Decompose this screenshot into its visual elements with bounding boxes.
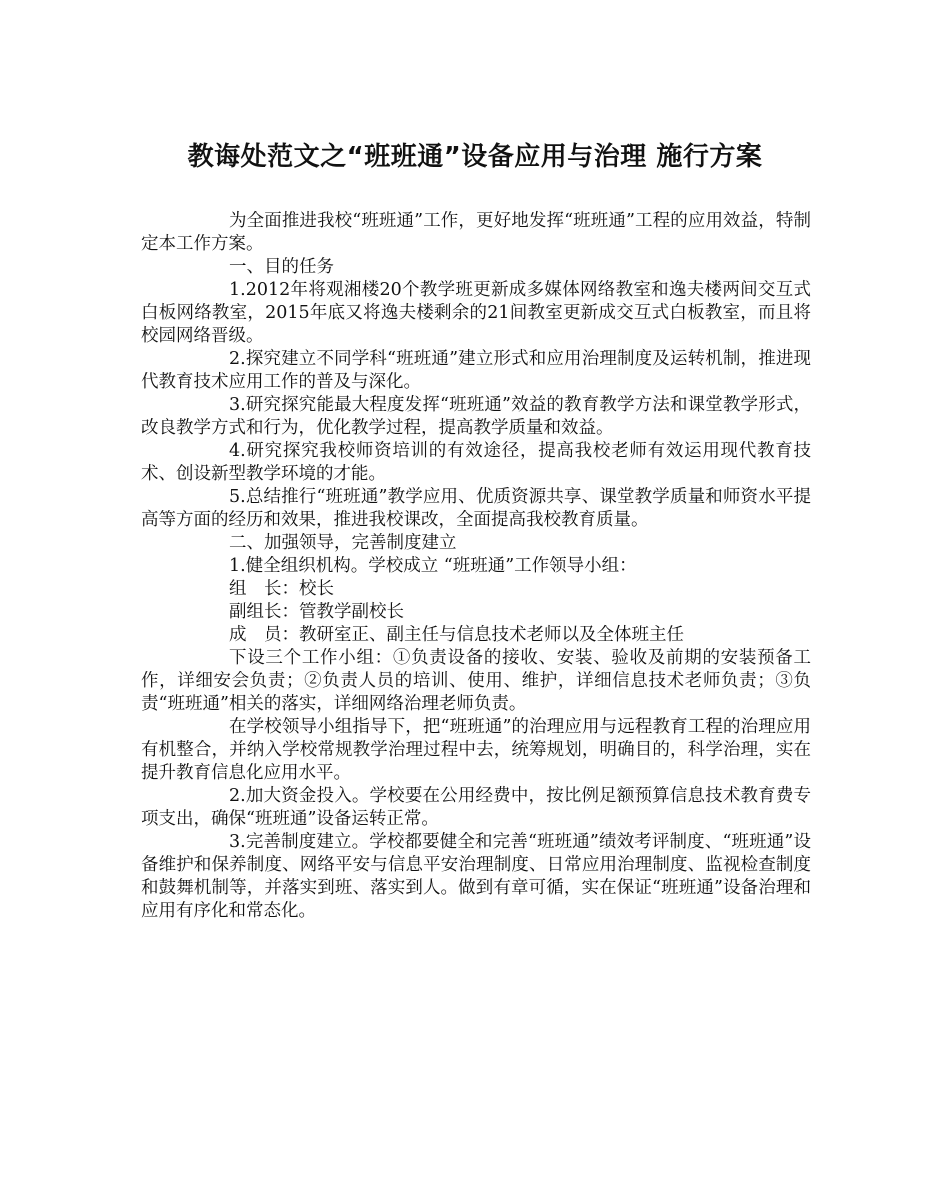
paragraph-item-4: 4.研究探究我校师资培训的有效途径，提高我校老师有效运用现代教育技术、创设新型教学环境的才能。 [141,441,811,484]
role-leader: 组 长：校长 [229,579,334,599]
paragraph-item-3: 3.研究探究能最大程度发挥“班班通”效益的教育教学方法和课堂教学形式，改良教学方式和行为，优化教学过程，提高教学质量和效益。 [141,395,811,438]
role-members: 成 员：教研室正、副主任与信息技术老师以及全体班主任 [229,625,684,645]
document-body [141,210,811,923]
paragraph-intro: 为全面推进我校“班班通”工作，更好地发挥“班班通”工程的应用效益，特制定本工作方案。 [141,211,811,254]
paragraph-item-1: 1.2012年将观湘楼20个教学班更新成多媒体网络教室和逸夫楼两间交互式白板网络教室，2015年底又将逸夫楼剩余的21间教室更新成交互式白板教室，而且将校园网络晋级。 [141,280,811,346]
paragraph-funding: 2.加大资金投入。学校要在公用经费中，按比例足额预算信息技术教育费专项支出，确保“班班通”设备运转正常。 [141,786,811,829]
paragraph-item-2: 2.探究建立不同学科“班班通”建立形式和应用治理制度及运转机制，推进现代教育技术应用工作的普及与深化。 [141,349,811,392]
paragraph-system: 3.完善制度建立。学校都要健全和完善“班班通”绩效考评制度、“班班通”设备维护和保养制度、网络平安与信息平安治理制度、日常应用治理制度、监视检查制度和鼓舞机制等，并落实到班、落实到人。做到有章可循，实在保证“班班通”设备治理和应用有序化和常态化。 [141,832,811,921]
paragraph-organization: 1.健全组织机构。学校成立 “班班通”工作领导小组： [229,556,637,576]
document-title: 教诲处范文之“班班通”设备应用与治理 施行方案 [187,142,763,172]
paragraph-integration: 在学校领导小组指导下，把“班班通”的治理应用与远程教育工程的治理应用有机整合，并纳入学校常规教学治理过程中去，统筹规划，明确目的，科学治理，实在提升教育信息化应用水平。 [141,717,811,783]
role-deputy: 副组长：管教学副校长 [229,602,404,622]
section-heading-1: 一、目的任务 [229,257,334,277]
section-heading-2: 二、加强领导，完善制度建立 [229,533,457,553]
paragraph-working-groups: 下设三个工作小组：①负责设备的接收、安装、验收及前期的安装预备工作，详细安会负责；②负责人员的培训、使用、维护，详细信息技术老师负责；③负责“班班通”相关的落实，详细网络治理老师负责。 [141,648,811,714]
paragraph-item-5: 5.总结推行“班班通”教学应用、优质资源共享、课堂教学质量和师资水平提高等方面的经历和效果，推进我校课改，全面提高我校教育质量。 [141,487,811,530]
